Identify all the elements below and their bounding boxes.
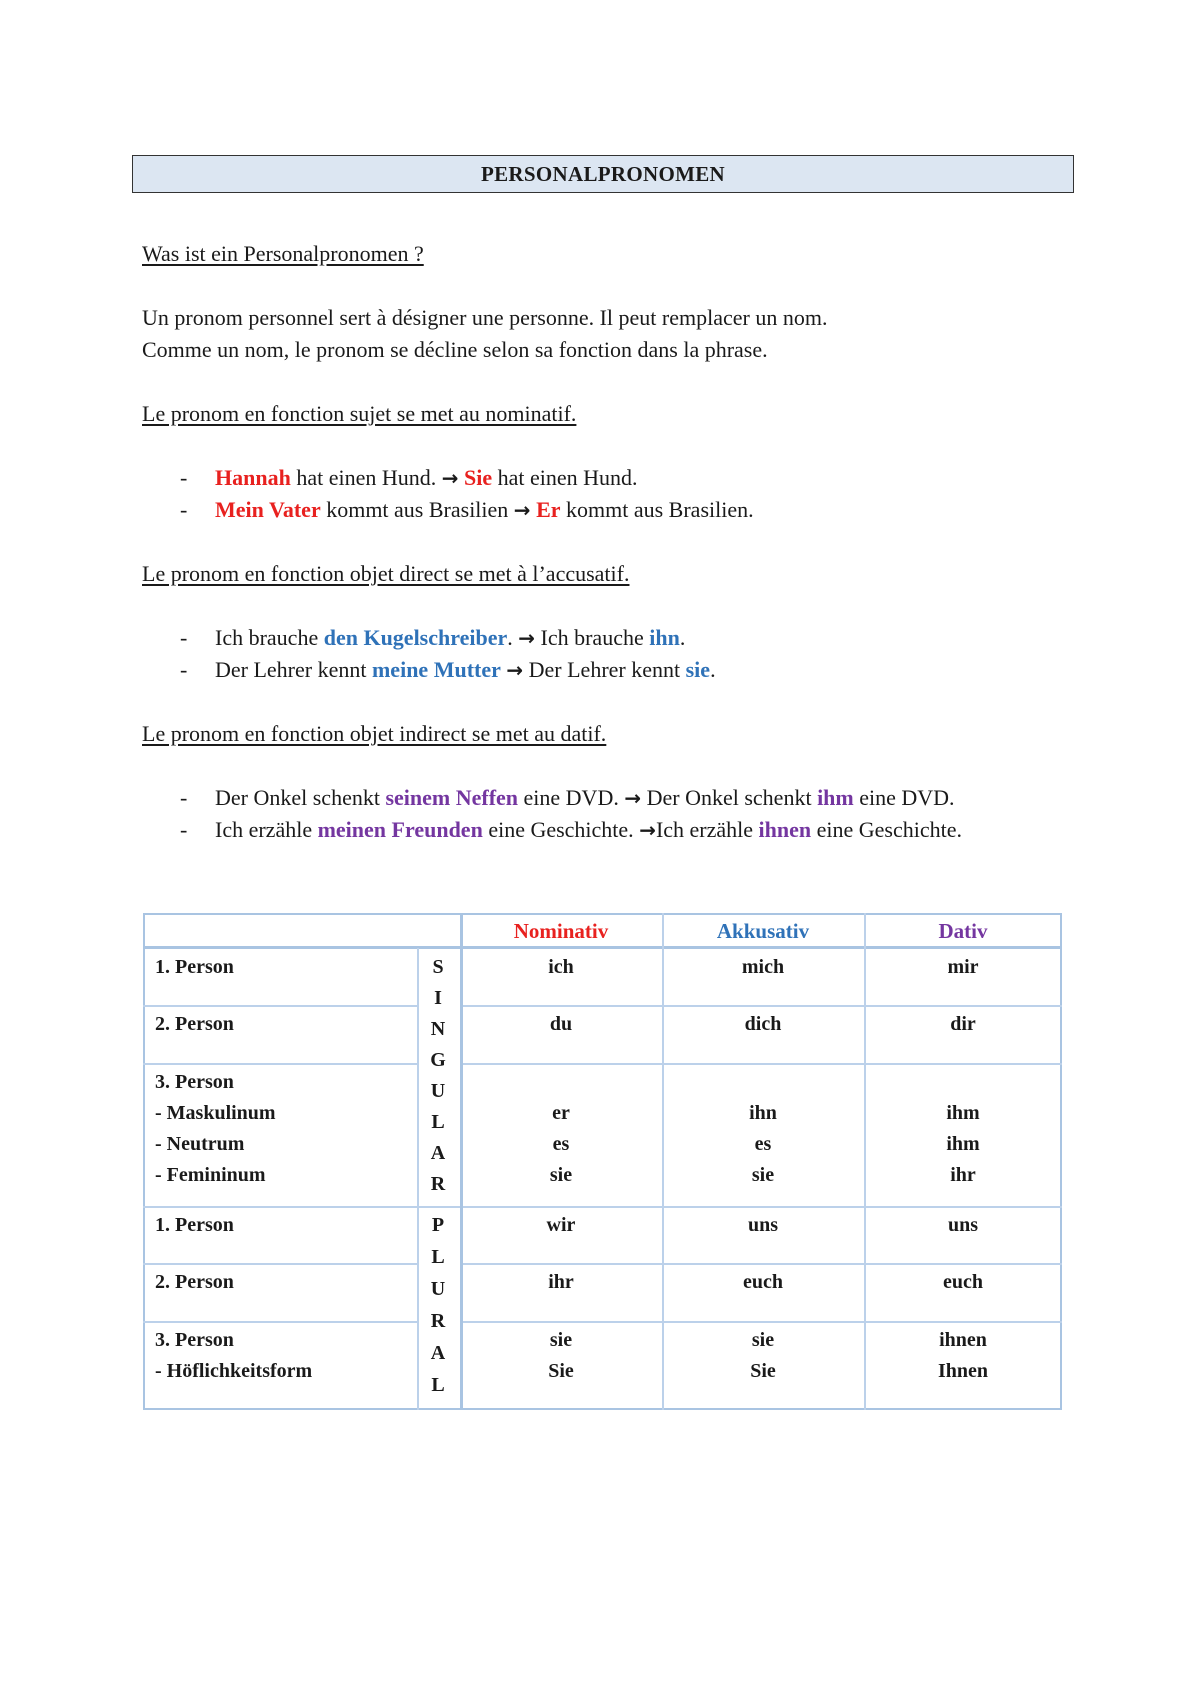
table-number-divider (417, 1206, 460, 1208)
nominativ-heading: Le pronom en fonction sujet se met au nominatif. (142, 401, 577, 426)
noun-highlight: den Kugelschreiber (323, 625, 508, 650)
row-label: - Neutrum (155, 1133, 245, 1155)
noun-highlight: seinem Neffen (385, 785, 519, 810)
arrow-right-icon: → (624, 786, 642, 810)
pronoun-akk: mich (741, 956, 785, 978)
singular-letter: G (430, 1049, 446, 1071)
pronoun-highlight: sie (685, 657, 711, 682)
arrow-right-icon: → (441, 466, 459, 490)
list-item: - Ich erzähle meinen Freunden eine Geschichte. →Ich erzähle ihnen eine Geschichte. (180, 817, 963, 842)
table-row-divider (143, 1263, 417, 1265)
pronoun-akk: uns (747, 1214, 779, 1236)
page-title: PERSONALPRONOMEN (132, 155, 1074, 193)
singular-letter: I (434, 987, 442, 1009)
singular-letter: L (431, 1111, 445, 1133)
table-row-divider (143, 1321, 417, 1323)
pronoun-akk: ihn (749, 1102, 777, 1124)
row-label: - Femininum (155, 1164, 266, 1186)
pronoun-nom: du (549, 1013, 573, 1035)
intro-line-2: Comme un nom, le pronom se décline selon sa fonction dans la phrase. (142, 337, 768, 362)
row-label: 3. Person (155, 1071, 234, 1093)
row-label: 1. Person (155, 1214, 234, 1236)
pronoun-dat: dir (950, 1013, 976, 1035)
noun-highlight: Hannah (215, 465, 291, 490)
dativ-heading: Le pronom en fonction objet indirect se met au datif. (142, 721, 607, 746)
akkusativ-heading: Le pronom en fonction objet direct se met à l’accusatif. (142, 561, 630, 586)
singular-letter: R (430, 1173, 446, 1195)
pronoun-highlight: Sie (464, 465, 493, 490)
plural-letter: L (431, 1246, 445, 1268)
plural-letter: R (430, 1310, 446, 1332)
noun-highlight: Mein Vater (215, 497, 321, 522)
list-item: - Der Lehrer kennt meine Mutter → Der Lehrer kennt sie. (180, 657, 716, 682)
arrow-right-icon: → (518, 626, 536, 650)
pronoun-nom: ihr (548, 1271, 574, 1293)
arrow-right-icon: → (506, 658, 524, 682)
row-label: 2. Person (155, 1271, 234, 1293)
pronoun-akk: es (754, 1133, 772, 1155)
pronoun-akk: sie (751, 1329, 775, 1351)
pronoun-highlight: ihm (817, 785, 854, 810)
pronoun-dat: euch (943, 1271, 983, 1293)
pronoun-dat: uns (947, 1214, 979, 1236)
table-header-divider (143, 946, 1062, 949)
pronoun-dat: ihr (950, 1164, 976, 1186)
arrow-right-icon: → (639, 818, 656, 842)
row-label: - Höflichkeitsform (155, 1360, 313, 1382)
bullet-dash: - (180, 817, 188, 842)
pronoun-nom: sie (549, 1164, 573, 1186)
arrow-right-icon: → (513, 498, 531, 522)
table-row-divider (143, 1063, 417, 1065)
list-item: - Hannah hat einen Hund. → Sie hat einen Hund. (180, 465, 638, 490)
table-row-divider (460, 1005, 1062, 1007)
bullet-dash: - (180, 465, 188, 490)
noun-highlight: meinen Freunden (317, 817, 483, 842)
table-row-divider (460, 1263, 1062, 1265)
list-item: - Der Onkel schenkt seinem Neffen eine DVD. → Der Onkel schenkt ihm eine DVD. (180, 785, 955, 810)
plural-letter: U (430, 1278, 446, 1300)
row-label: 1. Person (155, 956, 234, 978)
bullet-dash: - (180, 625, 188, 650)
row-label: 3. Person (155, 1329, 234, 1351)
plural-letter: A (430, 1342, 446, 1364)
bullet-dash: - (180, 785, 188, 810)
pronoun-nom: ich (548, 956, 574, 978)
pronoun-dat: Ihnen (937, 1360, 989, 1382)
table-header-dat: Dativ (938, 919, 988, 943)
pronoun-dat: ihnen (939, 1329, 987, 1351)
noun-highlight: meine Mutter (371, 657, 501, 682)
row-label: 2. Person (155, 1013, 234, 1035)
table-row-divider (460, 1206, 1062, 1208)
table-row-divider (143, 1005, 417, 1007)
pronoun-nom: er (552, 1102, 570, 1124)
pronoun-dat: ihm (946, 1102, 980, 1124)
pronoun-nom: sie (549, 1329, 573, 1351)
table-row-divider (460, 1321, 1062, 1323)
pronoun-akk: Sie (750, 1360, 776, 1382)
pronoun-dat: mir (947, 956, 979, 978)
pronoun-nom: es (552, 1133, 570, 1155)
plural-letter: P (431, 1214, 445, 1236)
table-header-akk: Akkusativ (716, 919, 810, 943)
pronoun-akk: dich (744, 1013, 782, 1035)
singular-letter: N (430, 1018, 446, 1040)
pronoun-akk: euch (743, 1271, 783, 1293)
intro-line-1: Un pronom personnel sert à désigner une personne. Il peut remplacer un nom. (142, 305, 828, 330)
pronoun-nom: wir (546, 1214, 576, 1236)
question-heading: Was ist ein Personalpronomen ? (142, 241, 424, 266)
table-row-divider (460, 1063, 1062, 1065)
plural-letter: L (431, 1374, 445, 1396)
bullet-dash: - (180, 657, 188, 682)
pronoun-akk: sie (751, 1164, 775, 1186)
list-item: - Mein Vater kommt aus Brasilien → Er kommt aus Brasilien. (180, 497, 754, 522)
pronoun-dat: ihm (946, 1133, 980, 1155)
singular-letter: U (430, 1080, 446, 1102)
pronoun-highlight: ihnen (758, 817, 812, 842)
row-label: - Maskulinum (155, 1102, 276, 1124)
pronoun-nom: Sie (548, 1360, 574, 1382)
table-row-divider (143, 1206, 417, 1208)
bullet-dash: - (180, 497, 188, 522)
pronoun-highlight: Er (536, 497, 561, 522)
singular-letter: S (432, 956, 444, 978)
pronoun-highlight: ihn (649, 625, 680, 650)
list-item: - Ich brauche den Kugelschreiber. → Ich brauche ihn. (180, 625, 686, 650)
singular-letter: A (430, 1142, 446, 1164)
table-header-nom: Nominativ (513, 919, 609, 943)
